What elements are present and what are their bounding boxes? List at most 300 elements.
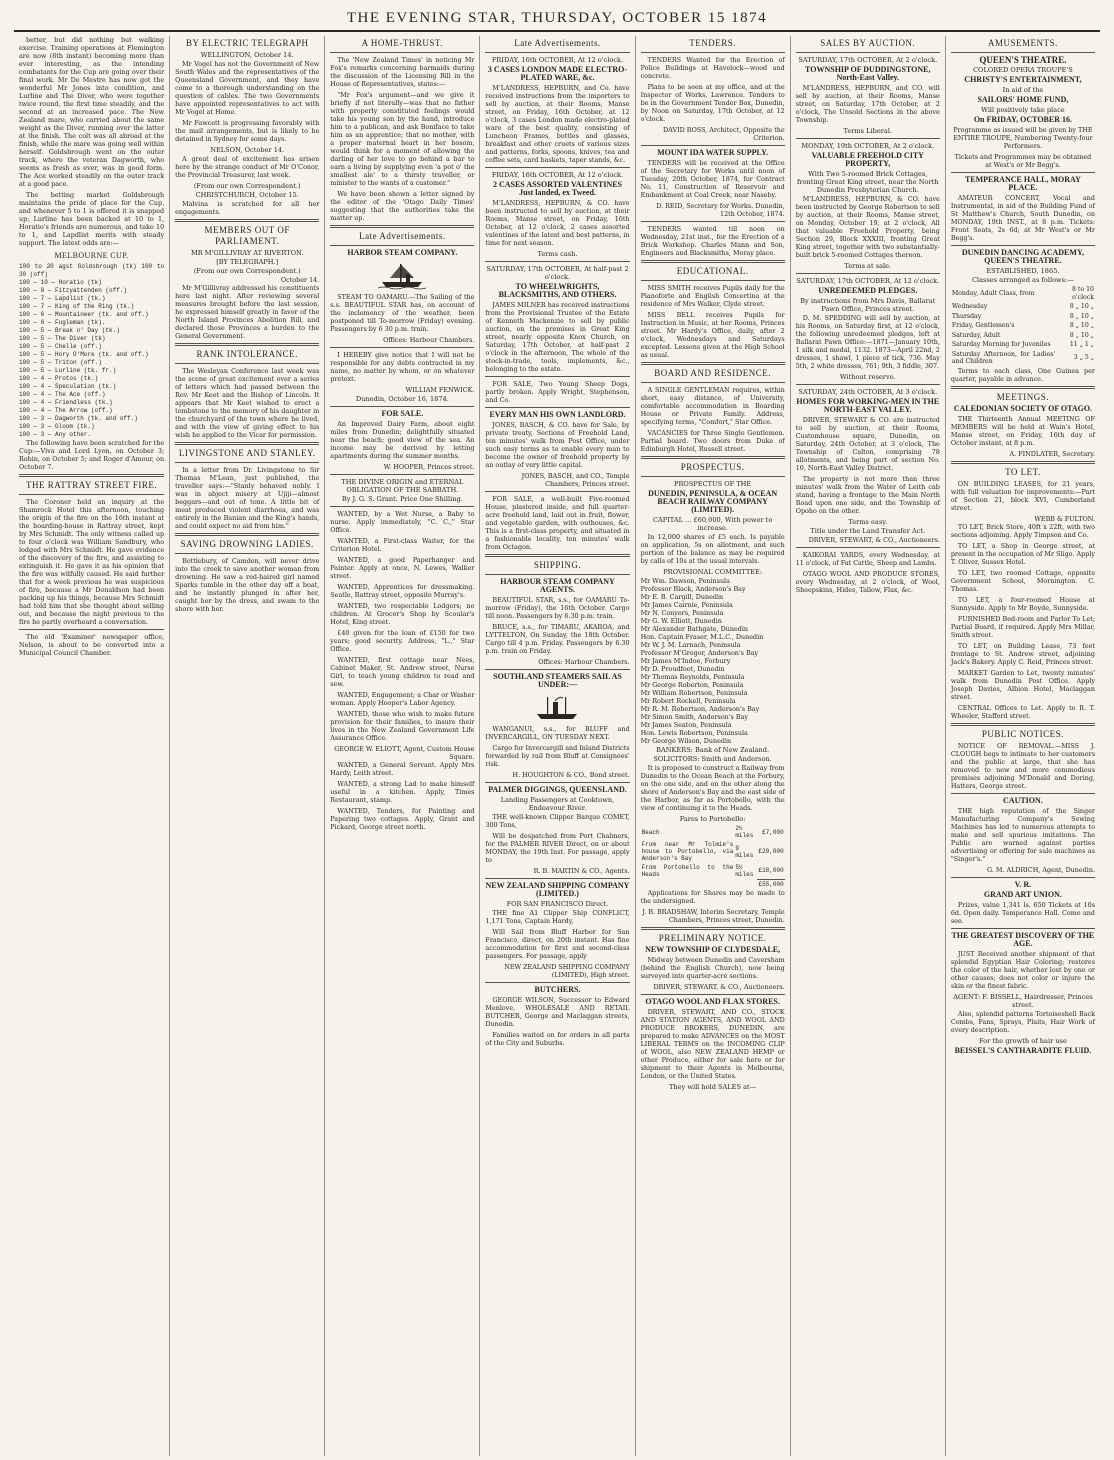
class-time: 8 „ 10 „ xyxy=(1069,312,1094,320)
electroplate-title: 3 CASES LONDON MADE ELECTRO-PLATED WARE, &c. xyxy=(487,65,628,82)
betting-line: 100 — 6 — Fugleman (tk). xyxy=(19,319,106,326)
wanted-ad: WANTED, two respectable Lodgers; no children. At Grocer's Shop by Scoular's Hotel, King street. xyxy=(330,602,475,626)
class-name: Friday, Gentlemen's xyxy=(951,322,1015,329)
ship-illustration xyxy=(330,260,474,290)
butchers-title: BUTCHERS. xyxy=(534,985,581,994)
caledonian-signature: A. FINDLATER, Secretary. xyxy=(1009,449,1095,458)
class-time: 8 to 10 o'clock xyxy=(1072,286,1094,301)
divider xyxy=(641,927,785,930)
rank-paragraph: The Wesleyan Conference last week was the scene of great excitement over a series of letters which had passed between the Rev. Mr Keet and the Bishop of Lincoln. It appears that Mr Keet wished to erect a tombstone to the memory of his daughter in the churchyard of the town where he lived, and with the view of giving effect to his wish he applied to the Vicar for permission. xyxy=(175,367,320,439)
market-garden-ad: MARKET Garden to Let, twenty minutes' walk from Dunedin Post Office. Apply Joseph Davies, Albion Hotel, Maclaggan street. xyxy=(950,668,1095,701)
amusements-title: AMUSEMENTS. xyxy=(988,38,1058,48)
clydesdale-ad: Midway between Dunedin and Caversham (behind the English Church), now being surveyed into quarter-acre sections. xyxy=(640,955,785,980)
fire-paragraph: The Coroner held an inquiry at the Shamrock Hotel this afternoon, touching the origin of the fire on the 16th instant at the boarding-house in Rattray street, kept by Mrs Schmidt. The only witness called up to four o'clock was William Sandbury, who lodged with Mrs Schmidt. He gave evidence of the discovery of the fire, and assisting to extinguish it. He gave it as his opinion that the fire was wilfully caused. He said further that for a week previous he was suspicious of fire, because a Mr Donaldson had been packing up his things, because Mrs Schmidt had told him that she thought about selling out, and because the night previous to the fire he partly overheard a conversation. xyxy=(19,498,165,626)
sales-title: SALES BY AUCTION. xyxy=(820,38,916,48)
duddingstone-ad: M'LANDRESS, HEPBURN, and CO. will sell by auction, at their Rooms, Manse street, on Saturday, 17th October, at 2 o'clock, The Unsold Sections in the above Township. xyxy=(795,84,940,124)
committee-member: Mr William Robertson, Peninsula xyxy=(640,689,748,697)
telegraph-paragraph-1: Mr Vogel has not the Government of New South Wales and the representatives of the Queensland Government, and they have come to a thorough understanding on the question of cables. The two Governments have appointed representatives to act with Mr Vogel at Home. xyxy=(175,60,320,116)
divider xyxy=(796,138,940,139)
caution-title: CAUTION. xyxy=(1003,795,1043,805)
wilson-ad: GEORGE WILSON, Successor to Edward Menlove, WHOLESALE AND RETAIL BUTCHER, George and Maclaggan streets, Dunedin. xyxy=(485,996,630,1028)
to-let-title: TO LET. xyxy=(1005,466,1041,477)
committee-member: Mr Alexander Bathgate, Dunedin xyxy=(640,625,749,633)
betting-line: 100 — 4 — The Ace (off.) xyxy=(19,391,106,398)
education-ad: MISS BELL receives Pupils for Instruction in Music, at her Rooms, Princes street. Mr Hardy's Office, daily, after 2 o'clock, Wednesdays and Saturdays excepted. Lessons given at the High School as usual. xyxy=(640,311,785,359)
column-2 xyxy=(169,36,324,1456)
class-name: Monday, Adult Class, from xyxy=(951,289,1035,297)
divider xyxy=(641,145,785,146)
members-title: MEMBERS OUT OF PARLIAMENT. xyxy=(204,225,290,246)
betting-title: MELBOURNE CUP. xyxy=(54,251,129,260)
to-let-ad: TO LET, a four-roomed House at Sunnyside. Apply to Mr Boyde, Sunnyside. xyxy=(950,595,1095,612)
southland-title: SOUTHLAND STEAMERS SAIL AS UNDER:— xyxy=(493,672,622,689)
board-ad: VACANCIES for Three Single Gentlemen. Partial board. Two doors from Duke of Edinburgh Hotel, Russell street. xyxy=(640,429,785,453)
divider xyxy=(19,494,164,495)
divider xyxy=(330,52,474,53)
capital-line: CAPITAL ... £60,000, With power to increase. xyxy=(652,516,773,532)
caution-notice: THE high reputation of the Singer Manufacturing Company's Sewing Machines has led to numerous attempts to make and sell spurious imitations. The Public are warned against parties advertising or offering for sale machines as "Singer's." xyxy=(950,806,1095,863)
committee-member: Mr George Wilson, Dunedin xyxy=(640,737,732,745)
divider xyxy=(951,386,1095,389)
sheep-dogs-ad: FOR SALE, Two Young Sheep Dogs, partly broken. Apply Wright, Stephenson, and Co. xyxy=(485,380,630,404)
committee-member: Mr G. W. Elliott, Dunedin xyxy=(640,617,722,625)
tender-ad: TENDERS Wanted for the Erection of Police Buildings at Havelock—wood and concrete. xyxy=(640,56,785,80)
harbor-steam-ad: STEAM TO OAMARU.—The Sailing of the s.s. BEAUTIFUL STAR has, on account of the inclemency of the weather, been postponed till To-morrow (Friday) evening. Passengers by 6 30 p.m. train. xyxy=(330,293,475,333)
divider xyxy=(485,376,629,377)
bruce-ad: BRUCE, s.s., for TIMARU, AKAROA, and LYTTELTON, On Sunday, the 18th October. Cargo till 4 p.m. Friday. Passengers by 6.30 p.m. train on Friday. xyxy=(485,623,630,655)
prospectus-title: PROSPECTUS. xyxy=(680,462,745,472)
betting-line: 100 to 20 agst Goldsbrough (tk) 100 to 30 (off) xyxy=(19,263,165,278)
class-time: 8 „ 10 „ xyxy=(1069,331,1094,339)
terms: Without reserve. xyxy=(839,373,896,381)
shipping-title: SHIPPING. xyxy=(533,560,582,570)
working-men-homes-title: HOMES FOR WORKING-MEN IN THE NORTH-EAST VALLEY. xyxy=(796,397,940,414)
members-date: October 14. xyxy=(280,276,320,284)
home-thrust-paragraph-2: "Mr Fox's argument—and we give it briefly if not literally—was that no father with properly constituted feelings would take his young son by the hand, introduce him to a publican, and ask Boniface to take him as an apprentice; that no mother, with a proper maternal heart in her bosom, would think for a moment of allowing the darling of her love to go behind a bar to earn a living by supplying even 'a pot o' the smallest ale' to a thirsty traveller, or minister to the wants of a customer." xyxy=(330,91,475,187)
sailors-home-title: SAILORS' HOME FUND, xyxy=(977,95,1069,104)
christys-title: CHRISTY'S ENTERTAINMENT, xyxy=(964,75,1082,84)
tender-ad: TENDERS will be received at the Office of the Secretary for Works until noon of Tuesday, 20th October, 1874, for Contract No. 11, Construction of Reservoir and Embankment at Coal Creek, near Naseby. xyxy=(640,159,785,199)
growth-line: For the growth of hair use xyxy=(978,1036,1067,1045)
divider xyxy=(175,363,319,364)
to-let-ad: FURNISHED Bed-room and Parlor To Let; Partial Board, if required. Apply Mrs Millar, Smith street. xyxy=(950,614,1095,639)
committee-member: Professor M'Gregor, Anderson's Bay xyxy=(640,649,759,657)
saving-title: SAVING DROWNING LADIES. xyxy=(180,539,314,549)
sale-date: FRIDAY, 16th OCTOBER, At 12 o'clock. xyxy=(491,171,624,179)
divider xyxy=(485,982,629,983)
educational-title: EDUCATIONAL. xyxy=(676,266,749,276)
steamer-icon xyxy=(533,692,581,722)
railway-company-title: DUNEDIN, PENINSULA, & OCEAN BEACH RAILWAY COMPANY (LIMITED). xyxy=(648,489,778,514)
members-paragraph: Mr M'Gillivray addressed his constituents here last night. After reviewing several measures brought before the last session, he expressed himself greatly in favor of the North Island Provinces Abolition Bill, and declared those Provinces a burden to the General Government. xyxy=(175,284,320,340)
saving-paragraph: Bottlebury, of Camden, will never drive into the creek to save another woman from drowning. He saw a red-haired girl named Sparks tumble in the other day off a boat, and he instantly plunged in after her, caught her by the dress, and swam to the shore with her. xyxy=(175,557,320,613)
fare-distance: 5½ miles xyxy=(735,864,754,878)
wanted-ad: WANTED, Engagement; a Char or Washer woman. Apply Hooper's Labor Agency. xyxy=(330,691,475,707)
betting-line: 100 — 5 — The Diver (tk) xyxy=(19,335,106,342)
class-time: 8 „ 10 „ xyxy=(1069,303,1094,310)
class-time: 11 „ 1 „ xyxy=(1069,341,1094,348)
san-francisco: FOR SAN FRANCISCO Direct. xyxy=(506,900,609,908)
home-thrust-title: A HOME-THRUST. xyxy=(361,38,444,48)
sales-note: They will hold SALES at— xyxy=(668,1082,757,1091)
tender-signature: DAVID ROSS, Architect, Opposite the Criterion. xyxy=(663,126,785,142)
divider xyxy=(485,407,629,408)
terms: Terms Liberal. xyxy=(843,127,893,135)
book-author: By J. G. S. Grant. Price One Shilling. xyxy=(341,495,463,503)
positively-line: Will positively take place xyxy=(981,106,1065,114)
caledonian-title: CALEDONIAN SOCIETY OF OTAGO. xyxy=(953,403,1093,413)
divider xyxy=(330,245,474,246)
divider xyxy=(485,491,629,492)
divider xyxy=(796,384,940,385)
fare-route: From Portobello to the Heads xyxy=(641,864,734,878)
terms: Terms cash. xyxy=(537,250,578,258)
wanted-ad: WANTED, a strong Lad to make himself useful in a kitchen. Apply, Times Restaurant, stamp. xyxy=(330,780,475,804)
betting-line: 100 — 5 — Triton (off.) xyxy=(19,359,102,366)
divider xyxy=(796,273,940,274)
wanted-ad: WANTED, by a Wet Nurse, a Baby to nurse. Apply immediately, "C. C.," Star Office. xyxy=(330,510,475,534)
telegraph-paragraph-4: Malvina is scratched for all her engagements. xyxy=(175,200,320,216)
beautiful-star-ad: BEAUTIFUL STAR, s.s., for OAMARU To-morrow (Friday), the 16th October. Cargo till noon. Passengers by 6.30 p.m. train. xyxy=(485,596,630,620)
to-let-ad: TO LET, a Shop in George street, at present in the occupation of Mr Sligo. Apply T. Oliver, Sussex Hotel. xyxy=(950,541,1095,566)
palmer-title: PALMER DIGGINGS, QUEENSLAND. xyxy=(488,785,627,794)
central-offices-ad: CENTRAL Offices to Let. Apply to R. T. Wheeler, Stafford street. xyxy=(950,703,1095,720)
board-title: BOARD AND RESIDENCE. xyxy=(654,368,772,378)
wanted-ad: WANTED, those who wish to make future provision for their families, to insure their lives in the New Zealand Government Life Assurance Office. xyxy=(330,710,475,742)
committee-member: Hon. Captain Fraser, M.L.C., Dunedin xyxy=(640,633,764,641)
betting-line: 100 — 7 — Lapdlist (tk.) xyxy=(19,295,106,302)
committee-member: Mr R. M. Robertson, Anderson's Bay xyxy=(640,705,760,713)
palmer-subtitle: Landing Passengers at Cooktown, Endeavour River. xyxy=(500,796,615,812)
members-subtitle: MR M'GILLIVRAY AT RIVERTON. xyxy=(191,249,304,257)
debt-notice-signature: WILLIAM FENWICK. xyxy=(405,386,475,394)
sale-date: FRIDAY, 16th OCTOBER, At 12 o'clock. xyxy=(491,56,624,64)
betting-line: 100 — 10 — Horatio (tk) xyxy=(19,279,102,286)
committee-member: Mr James M'Indoe, Forbury xyxy=(640,657,731,665)
produce-stores-ad: OTAGO WOOL AND PRODUCE STORES, every Wednesday, at 2 o'clock, of Wool, Sheepskins, Hides, Tallow, Flax, &c. xyxy=(795,570,940,594)
pledges-title: UNREDEEMED PLEDGES. xyxy=(818,286,918,295)
betting-line: 100 — 6 — Mountaineer (tk. and off.) xyxy=(19,311,149,318)
sale-date: SATURDAY, 17th OCTOBER, At half-past 2 o'clock. xyxy=(486,265,629,281)
committee-member: Hon. Lewis Robertson, Peninsula xyxy=(640,729,748,737)
flax-stores-ad: DRIVER, STEWART, AND CO., STOCK AND STATION AGENTS, AND WOOL AND PRODUCE BROKERS, DUNEDIN, are prepared to make ADVANCES on the MOST LIBERAL TERMS on the INCOMING CLIP of WOOL, also NEW ZEALAND HEMP or other Produce, either for sale here or for shipment to their Agents in Melbourne, London, or the United States. xyxy=(640,1007,785,1080)
conflict-ad: THE fine A1 Clipper Ship CONFLICT, 1,171 Tons, Captain Hardy, xyxy=(485,909,630,925)
correspondent-note: (From our own Correspondent.) xyxy=(193,182,301,190)
masthead: THE EVENING STAR, THURSDAY, OCTOBER 15 1874 xyxy=(14,10,1100,32)
divider xyxy=(951,172,1095,173)
prospectus-paragraph: It is proposed to construct a Railway from Dunedin to the Ocean Beach at the Forbury, on the one side, and on the other along the shore of Anderson's Bay and the east side of the Harbor, as far as Portobello, with the view of continuing it to the Heads. xyxy=(640,764,785,812)
wilson-body: Families waited on for orders in all parts of the City and Suburbs. xyxy=(485,1031,630,1047)
divider xyxy=(641,476,785,477)
agent-line: AGENT: F. BISSELL, Hairdresser, Princes street. xyxy=(953,992,1093,1009)
fire-title: THE RATTRAY STREET FIRE. xyxy=(25,480,158,490)
valentines-title: 2 CASES ASSORTED VALENTINES Just landed, ex Tweed. xyxy=(492,180,622,197)
divider xyxy=(641,280,785,281)
divider xyxy=(951,793,1095,794)
wanted-ad: WANTED, Tenders, for Painting and Papering two cottages. Apply, Grant and Pickard, George street north. xyxy=(330,807,475,831)
home-thrust-paragraph-1: The 'New Zealand Times' in noticing Mr Fox's remarks concerning barmaids during the discussion of the Licensing Bill in the House of Representatives, states:— xyxy=(330,56,475,88)
table-row xyxy=(641,840,785,863)
betting-line: 100 — 7 — King of the Ring (tk.) xyxy=(19,303,135,310)
divider xyxy=(485,574,629,575)
betting-list xyxy=(19,263,164,439)
committee-member: Mr N. Conyers, Peninsula xyxy=(640,609,724,617)
committee-member: Mr Thomas Reynolds, Peninsula xyxy=(640,673,745,681)
classes-table xyxy=(951,285,1095,367)
preliminary-title: PRELIMINARY NOTICE. xyxy=(658,932,767,943)
pledges-ad: D. M. SPEDDING will sell by auction, at his Rooms, on Saturday first, at 12 o'clock, the following unredeemed pledges, left at Ballarat Pawn Office:—1871—January 10th, 1 silk and medal, 1132. 1873—April 22nd, 2 dresses, 1 shawl, 1 piece of tick, 736. May 5th, 2 white dresses, 761; 9th, 3 fiddle, 307. xyxy=(795,314,940,370)
to-let-ad: ON BUILDING LEASES, for 21 years, with full valuation for improvements:—Part of Section 21, block XVI, Cumberland street. xyxy=(950,479,1095,512)
examiner-paragraph: The old 'Examiner' newspaper office, Nelson, is about to be converted into a Municipal Council Chamber. xyxy=(19,633,165,657)
debt-notice-date: Dunedin, October 16, 1874. xyxy=(355,395,449,403)
wanted-ad: WANTED, a First-class Waiter, for the Criterion Hotel. xyxy=(330,537,475,553)
programme-note: Programme as issued will be given by THE ENTIRE TROUPE, Numbering Twenty-four Performers. xyxy=(953,126,1093,150)
offices-signature: Offices: Harbour Chambers. xyxy=(538,658,630,666)
divider xyxy=(641,362,785,365)
fare-distance: 9 miles xyxy=(735,844,754,859)
meetings-title: MEETINGS. xyxy=(996,391,1050,402)
committee-member: Mr W. J. M. Larnach, Peninsula xyxy=(640,641,741,649)
committee-member: Mr James Seaton, Peninsula xyxy=(640,721,732,729)
committee-member: Mr E. B. Cargill, Dunedin xyxy=(640,593,724,601)
education-ad: MISS SMITH receives Pupils daily for the Pianoforte and English Concertina at the residence of Mrs Walker, Clyde street. xyxy=(640,284,785,308)
terms: Terms easy. xyxy=(848,518,888,526)
tender-body: Plans to be seen at my office, and at the Inspector of Works, Lawrence. Tenders to be in the Government Tender Box, Dunedin, by Noon on Saturday, 17th October, at 12 o'clock. xyxy=(640,83,785,123)
divider xyxy=(175,219,319,222)
betting-line: 100 — 4 — Protos (tk.) xyxy=(19,375,99,382)
divider xyxy=(485,878,629,879)
wheelwrights-ad: JAMES MILNER has received instructions from the Provisional Trustee of the Estate of Kenneth Mackenzie to sell by public auction, on the premises in Great King street, nearly opposite Knox Church, on Saturday, 17th October, at half-past 2 o'clock in the afternoon, The whole of the stock-in-trade, tools, implements, &c., belonging to the estate. xyxy=(485,301,630,373)
wanganui-ad: WANGANUI, s.s., for BLUFF and INVERCARGILL, ON TUESDAY NEXT. xyxy=(485,725,630,741)
divider xyxy=(485,167,629,168)
nz-shipping-title: NEW ZEALAND SHIPPING COMPANY (LIMITED.) xyxy=(485,881,630,898)
committee-member: Professor Black, Anderson's Bay xyxy=(640,585,746,593)
divider xyxy=(951,877,1095,878)
webb-fulton-signature: WEBB & FULTON. xyxy=(1034,514,1095,523)
combs-ad: Also, splendid patterns Tortoiseshell Back Combs, Fans, Sprays, Plaits, Hair Work of every description. xyxy=(950,1009,1095,1034)
to-let-ad: TO LET, Brick Store, 40ft x 22ft, with two sections adjoining. Apply Timpson and Co. xyxy=(950,522,1095,539)
dateline: WELLINGTON, October 14. xyxy=(200,51,294,59)
divider xyxy=(796,547,940,548)
betting-line: 100 — 4 — Friendless (tk.) xyxy=(19,399,113,406)
wanted-ad: £40 given for the loan of £150 for two years; good security. Address, "L.," Star Office. xyxy=(330,629,475,653)
divider xyxy=(19,629,164,630)
nz-shipping-signature: NEW ZEALAND SHIPPING COMPANY (LIMITED), High street. xyxy=(504,963,630,979)
betting-line: 100 — 3 — Any other. xyxy=(19,431,92,438)
column-3 xyxy=(324,36,479,1456)
working-men-homes-ad-2: The property is not more than three minutes' walk from the Water of Leith cab stand, having a frontage to the Main North Road upon one side, and the Township of Opoho on the other. xyxy=(795,475,940,515)
board-ad: A SINGLE GENTLEMAN requires, within short, easy distance, of University, comfortable accommodation in Boarding House or Private Family. Address, specifying terms, "Comfort," Star Office. xyxy=(640,386,785,426)
sale-date: SATURDAY, 17th OCTOBER, At 12 o'clock. xyxy=(796,277,940,285)
column-7 xyxy=(945,36,1100,1456)
grand-art-union-ad: Prizes, value 1,341 ls. 650 Tickets at 10s 6d. Open daily. Temperance Hall. Come and see. xyxy=(950,900,1095,925)
divider xyxy=(19,474,164,477)
sale-date: MONDAY, 19th OCTOBER, At 2 o'clock. xyxy=(801,142,935,150)
committee-member: Mr Wm. Dawson, Peninsula xyxy=(640,577,730,585)
divider xyxy=(330,406,474,407)
tickets-note: Tickets and Programmes may be obtained at West's or Mr Begg's. xyxy=(954,153,1092,169)
fare-route: Beach xyxy=(641,828,660,836)
dance-terms: Terms to each class, One Guinea per quarter, payable in advance. xyxy=(950,366,1095,383)
electroplate-ad: M'LANDRESS, HEPBURN, and Co. have received instructions from the importers to sell by auction, at their Rooms, Manse street, on Friday, 16th October, at 12 o'clock, 3 cases London made electro-plated ware of the best quality, consisting of Luncheon Frames, bottles and glasses, breakfast and other cruets of various sizes and patterns, forks, spoons, knives, tea and coffee sets, card baskets, taper stands, &c. xyxy=(485,84,630,164)
sale-date: SATURDAY, 17th OCTOBER, At 2 o'clock. xyxy=(798,56,938,64)
table-row xyxy=(951,331,1095,341)
bankers-line: BANKERS: Bank of New Zealand. xyxy=(656,746,770,754)
aldrich-signature: G. M. ALDRICH, Agent, Dunedin. xyxy=(986,865,1095,874)
fare-route: From near Mr Tolmie's house to Portobello, via Anderson's Bay xyxy=(641,841,734,862)
title-note: Title under the Land Transfer Act. xyxy=(810,527,926,535)
divider xyxy=(485,52,629,53)
fare-cost: £18,000 xyxy=(758,867,784,875)
fares-title: Fares to Portobello: xyxy=(679,815,746,823)
queens-theatre-title: QUEEN'S THEATRE. xyxy=(979,55,1067,65)
fare-total: £55,000 xyxy=(758,880,784,888)
telegraph-title: BY ELECTRIC TELEGRAPH xyxy=(185,38,309,48)
mount-ida-title: MOUNT IDA WATER SUPPLY. xyxy=(657,148,769,157)
table-row xyxy=(641,824,785,840)
divider xyxy=(641,994,785,995)
betting-line: 100 — 4 — The Arrow (off.) xyxy=(19,407,113,414)
greatest-discovery-title: THE GREATEST DISCOVERY OF THE AGE. xyxy=(951,930,1095,948)
ship-icon xyxy=(378,260,426,290)
house-for-sale-ad: FOR SALE, a well-built Five-roomed House, plastered inside, and full quarter-acre freehold land, laid out in fruit, flower, and vegetable garden, with outhouses, &c. This is a first-class property, and situated in a fashionable locality, ten minutes' walk from Octagon. xyxy=(485,495,630,551)
livingstone-title: LIVINGSTONE AND STANLEY. xyxy=(178,448,316,458)
friday-date: On FRIDAY, OCTOBER 16. xyxy=(973,115,1072,124)
divider xyxy=(485,261,629,262)
divider xyxy=(330,506,474,507)
wanted-ad: WANTED, a General Servant. Apply Mrs Hardy, Leith street. xyxy=(330,761,475,777)
divider xyxy=(641,52,785,53)
racing-paragraph-2: The betting market Goldsbrough maintains the pride of place for the Cup, and whenever 5 to 1 is offered it is snapped up; Lurline has been backed at 10 to 1, Horatio's friends are numerous, and take 10 to 1, and Lapdlist merits with steady support. The latest odds are:— xyxy=(19,191,165,247)
ship-illustration xyxy=(485,692,629,722)
pledges-subtitle: By instructions from Mrs Davis, Ballarat Pawn Office, Princes street. xyxy=(800,297,936,313)
committee-member: Mr D. Proudfoot, Dunedin xyxy=(640,665,725,673)
divider xyxy=(330,347,474,348)
comet-signature: R. B. MARTIN & CO., Agents. xyxy=(533,867,630,875)
caledonian-ad: THE Thirteenth Annual MEETING OF MEMBERS will be held at Wain's Hotel, Manse street, on Friday, 16th day of October instant, at 8 p.m. xyxy=(950,414,1095,447)
committee-member: Mr Robert Rockell, Peninsula xyxy=(640,697,736,705)
city-property-ad: M'LANDRESS, HEPBURN, & CO. have been instructed by George Robertson to sell by auction, at their Rooms, Manse street, on Monday, October 19, at 2 o'clock, All that valuable Freehold Property, being Section 29, Block XXXIII, fronting Great King street, together with two substantially-built brick 5-roomed Cottages thereon. xyxy=(795,195,940,259)
classes-title: Classes arranged as follows:— xyxy=(971,276,1074,284)
divider xyxy=(175,343,319,346)
city-property-subtitle: With Two 5-roomed Brick Cottages, fronting Great King street, near the North Dunedin Presbyterian Church. xyxy=(796,170,939,194)
divider xyxy=(485,669,629,670)
landlord-title: EVERY MAN HIS OWN LANDLORD. xyxy=(489,410,626,419)
for-sale-ad: An Improved Dairy Farm, about eight miles from Dunedin; delightfully situated near the beach; good view of the sea. An income may be derived by letting apartments during the summer months. xyxy=(330,420,475,460)
comet-ad: THE well-known Clipper Barque COMET, 300 Tons, xyxy=(485,813,630,829)
class-name: Saturday, Adult xyxy=(951,331,1001,339)
committee-member: Mr George Roberton, Peninsula xyxy=(640,681,744,689)
betting-line: 100 — 5 — Break o' Day (tk.) xyxy=(19,327,120,334)
table-row xyxy=(951,285,1095,302)
rank-title: RANK INTOLERANCE. xyxy=(196,349,298,359)
divider xyxy=(330,225,474,228)
column-4 xyxy=(479,36,634,1456)
members-correspondent: (From our own Correspondent.) xyxy=(193,267,301,275)
applications-note: Applications for Shares may be made to the undersigned. xyxy=(640,888,785,905)
divider xyxy=(641,456,785,459)
divider xyxy=(951,723,1095,726)
elliott-signature: GEORGE W. ELIOTT, Agent, Custom House Square. xyxy=(334,745,475,761)
divider xyxy=(951,52,1095,53)
terms: Terms at sale. xyxy=(844,262,892,270)
divider xyxy=(485,554,629,557)
wheelwrights-title: TO WHEELWRIGHTS, BLACKSMITHS, AND OTHERS. xyxy=(498,282,617,299)
wanganui-body: Cargo for Invercargill and Inland Districts forwarded by rail from Bluff at Consignees' risk. xyxy=(485,744,630,768)
prospectus-paragraph: In 12,000 shares of £5 each. Is payable on application, 5s on allotment, and such portion of the balance as may be required by calls of 10s at the usual intervals. xyxy=(640,533,785,565)
class-name: Thursday xyxy=(951,312,982,320)
duddingstone-title: TOWNSHIP OF DUDDINGSTONE, North-East Valley. xyxy=(805,65,931,82)
grand-art-union-title: GRAND ART UNION. xyxy=(983,889,1062,899)
landlord-ad: JONES, BASCH, & CO. have for Sale, by private treaty, Sections of Freehold Land, ten minutes' walk from Post Office, under such easy terms as to enable every man to become the owner of freehold property by an outlay of very little capital. xyxy=(485,421,630,469)
table-row xyxy=(951,350,1095,367)
wanted-ad: WANTED, first cottage near Nees, Cabinet Maker, St. Andrew street, Nurse Girl, to teach young children to read and sew. xyxy=(330,656,475,688)
committee-member: Mr James Cairnie, Peninsula xyxy=(640,601,733,609)
livingstone-paragraph: In a letter from Dr. Livingstone to Sir Thomas M'Lean, just published, the traveller says:—"Stanly behaved nobly. I was in abject misery at Ujiji—almost beggars—and out of tone. A little bit of meat produced violent diarrhoea, and was entirely in the Banian and the King's hands, and could expect no aid from him." xyxy=(175,466,320,530)
table-row xyxy=(951,321,1095,331)
book-title: THE DIVINE ORIGIN and ETERNAL OBLIGATION OF THE SABBATH. xyxy=(341,478,464,494)
divider xyxy=(175,442,319,445)
conflict-body: Will Sail from Bluff Harbor for San Francisco, direct, on 20th instant. Has fine accommodation for first and second-class passengers. For passage, apply xyxy=(485,928,630,960)
column-5 xyxy=(635,36,790,1456)
removal-notice: NOTICE OF REMOVAL.—MISS J. CLOUGH begs to intimate to her customers and the public at large, that she has removed to new and more commodious premises adjoining M'Donald and Doring, Hatters, George street. xyxy=(950,741,1095,790)
late-ads-title: Late Advertisements. xyxy=(514,38,601,48)
clydesdale-signature: DRIVER, STEWART, & CO., Auctioneers. xyxy=(653,982,785,991)
landlord-signature: JONES, BASCH, and CO., Temple Chambers, Princes street. xyxy=(521,472,630,488)
class-time: 3 „ 5 „ xyxy=(1073,354,1094,362)
betting-line: 100 — 3 — Dagworth (tk. and off.) xyxy=(19,415,138,422)
table-row xyxy=(641,863,785,879)
divider xyxy=(175,553,319,554)
solicitors-line: SOLICITORS: Smith and Anderson. xyxy=(653,755,772,763)
city-property-title: VALUABLE FREEHOLD CITY PROPERTY, xyxy=(811,151,924,168)
established-line: ESTABLISHED, 1865. xyxy=(986,267,1060,275)
betting-line: 100 — 5 — Lurline (tk. fr.) xyxy=(19,367,117,374)
fares-table xyxy=(641,824,785,889)
class-name: Wednesday xyxy=(951,303,988,310)
sale-date: SATURDAY, 24th OCTOBER, At 3 o'clock. xyxy=(798,388,938,396)
tender-signature: D. REID, Secretary for Works. Dunedin, 12th October, 1874. xyxy=(656,202,785,218)
committee-list xyxy=(641,577,785,745)
clydesdale-title: NEW TOWNSHIP OF CLYDESDALE, xyxy=(645,944,781,954)
divider xyxy=(175,533,319,536)
fare-cost: £7,000 xyxy=(762,828,784,836)
divider xyxy=(330,474,474,475)
table-row xyxy=(641,879,785,889)
wanted-ad: WANTED, a good Paperhanger and Painter. Apply at once, N. Lewes, Walker street. xyxy=(330,556,475,580)
telegraph-paragraph-2: Mr Fawcett is progressing favorably with the mail arrangements, but is likely to be detained in Sydney for some days. xyxy=(175,119,320,143)
class-time: 8 „ 10 „ xyxy=(1069,322,1094,329)
beissel-title: BEISSEL'S CANTHARADITE FLUID. xyxy=(954,1045,1092,1055)
divider xyxy=(796,52,940,53)
working-men-homes-ad: DRIVER, STEWART & CO. are instructed to sell by auction, at their Rooms, Customhouse square, Dunedin, on Saturday, 24th October, at 3 o'clock, The Township of Calton, comprising 78 allotments, and being part of section No. 10, North-East Valley District. xyxy=(795,416,940,472)
dateline: NELSON, October 14. xyxy=(210,146,285,154)
betting-line: 100 — 3 — Gloom (tk.) xyxy=(19,423,95,430)
for-sale-title: FOR SALE. xyxy=(381,409,424,418)
bradshaw-signature: J. B. BRADSHAW, Interim Secretary, Temple Chambers, Princes street, Dunedin. xyxy=(642,907,785,924)
debt-notice: I HEREBY give notice that I will not be responsible for any debts contracted in my name, no matter by whom, or on whatever pretext. xyxy=(330,351,475,383)
telegraph-paragraph-3: A great deal of excitement has arisen here by the strange conduct of Mr O'Conor, the Provincial Treasurer, last week. xyxy=(175,155,320,179)
prospectus-subtitle: PROSPECTUS OF THE xyxy=(674,480,752,488)
divider xyxy=(641,221,785,222)
harbour-agents-title: HARBOUR STEAM COMPANY AGENTS. xyxy=(500,577,615,594)
fare-distance: 2½ miles xyxy=(735,825,754,839)
table-row xyxy=(951,312,1095,322)
fare-cost: £20,000 xyxy=(758,848,784,855)
opera-troupe: COLORED OPERA TROUPE'S xyxy=(973,66,1073,74)
home-thrust-paragraph-3: We have been shown a letter signed by the editor of the 'Otago Daily Times' suggesting that the authorities take the matter up. xyxy=(330,190,475,222)
members-byline: [BY TELEGRAPH.] xyxy=(216,258,279,266)
